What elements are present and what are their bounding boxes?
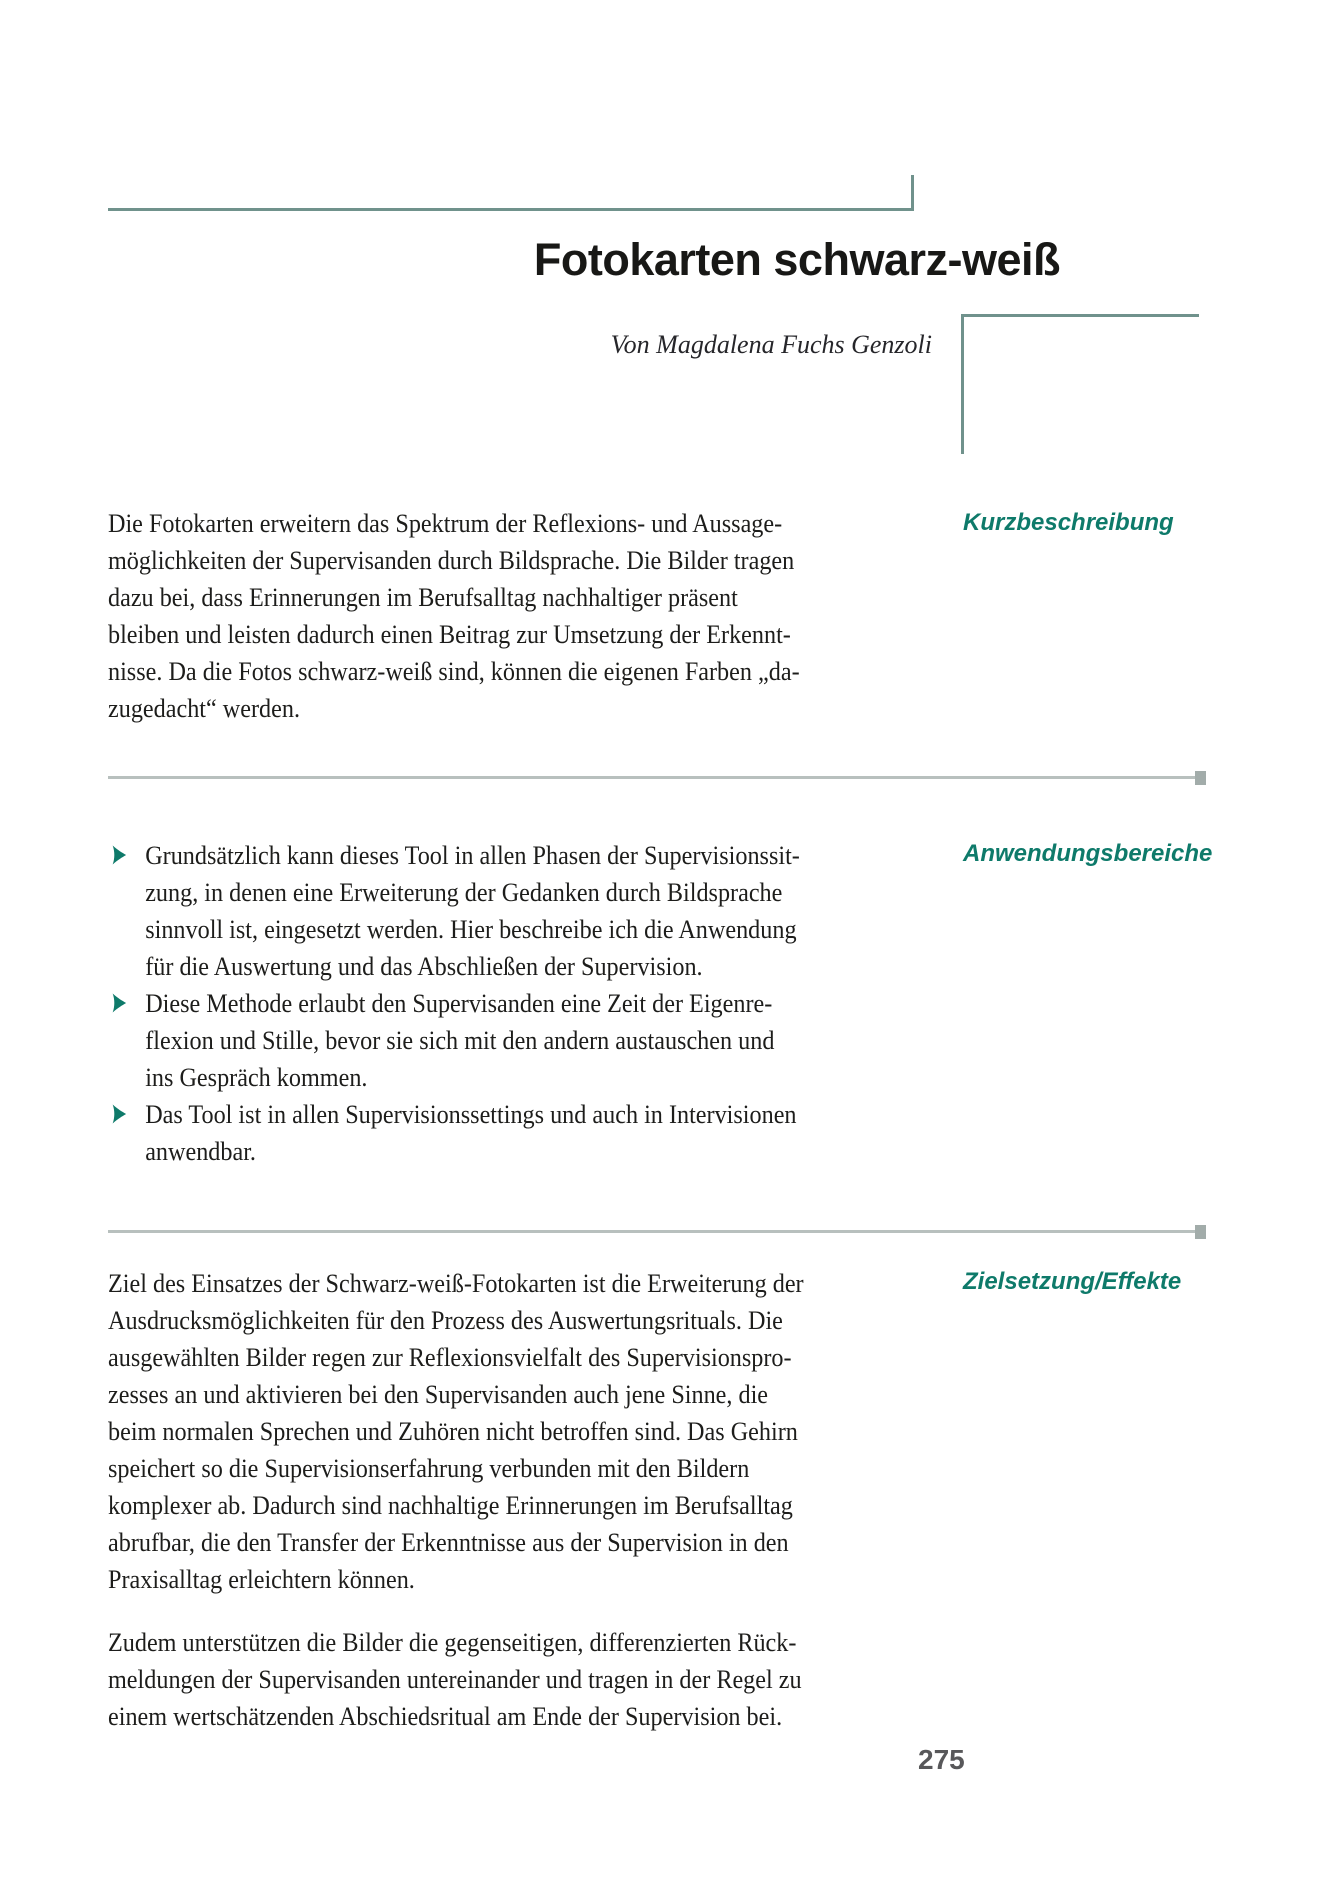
section-anwendungsbereiche-list bbox=[108, 837, 800, 1170]
bullet-text bbox=[145, 1096, 796, 1170]
text-line: Ausdrucksmöglichkeiten für den Prozess des Auswertungsrituals. Die bbox=[108, 1306, 783, 1335]
text-line: beim normalen Sprechen und Zuhören nicht betroffen sind. Das Gehirn bbox=[108, 1417, 798, 1446]
page-title: Fotokarten schwarz-weiß bbox=[533, 234, 1060, 285]
bullet-item bbox=[108, 837, 800, 985]
corner-bracket bbox=[961, 314, 1199, 454]
text-line: anwendbar. bbox=[145, 1137, 256, 1166]
text-line: Grundsätzlich kann dieses Tool in allen Phasen der Supervisionssit- bbox=[145, 841, 800, 870]
author-byline: Von Magdalena Fuchs Genzoli bbox=[610, 330, 932, 359]
text-line: möglichkeiten der Supervisanden durch Bildsprache. Die Bilder tragen bbox=[108, 546, 795, 575]
text-line: abrufbar, die den Transfer der Erkenntnisse aus der Supervision in den bbox=[108, 1528, 789, 1557]
text-line: flexion und Stille, bevor sie sich mit den andern austauschen und bbox=[145, 1026, 775, 1055]
text-line: speichert so die Supervisionserfahrung verbunden mit den Bildern bbox=[108, 1454, 750, 1483]
text-line: bleiben und leisten dadurch einen Beitrag zur Umsetzung der Erkennt- bbox=[108, 620, 791, 649]
text-line: Die Fotokarten erweitern das Spektrum der Reflexions- und Aussage- bbox=[108, 509, 783, 538]
text-line: zung, in denen eine Erweiterung der Gedanken durch Bildsprache bbox=[145, 878, 783, 907]
margin-label-zielsetzung-effekte: Zielsetzung/Effekte bbox=[963, 1268, 1182, 1295]
teal-arrowhead-icon bbox=[112, 845, 127, 865]
text-line: für die Auswertung und das Abschließen der Supervision. bbox=[145, 952, 703, 981]
text-line: dazu bei, dass Erinnerungen im Berufsalltag nachhaltiger präsent bbox=[108, 583, 738, 612]
margin-label-kurzbeschreibung: Kurzbeschreibung bbox=[963, 509, 1174, 536]
teal-arrowhead-icon bbox=[112, 1104, 127, 1124]
margin-label-anwendungsbereiche: Anwendungsbereiche bbox=[963, 840, 1213, 867]
section-divider bbox=[108, 1230, 1205, 1233]
bullet-text bbox=[145, 985, 774, 1096]
top-rule bbox=[108, 208, 914, 211]
section-zielsetzung-paragraph-2 bbox=[108, 1624, 802, 1735]
bullet-item bbox=[108, 985, 800, 1096]
text-line: einem wertschätzenden Abschiedsritual am Ende der Supervision bei. bbox=[108, 1702, 783, 1731]
text-line: Diese Methode erlaubt den Supervisanden eine Zeit der Eigenre- bbox=[145, 989, 773, 1018]
divider-end-square bbox=[1195, 771, 1206, 785]
divider-end-square bbox=[1195, 1225, 1206, 1239]
text-line: Zudem unterstützen die Bilder die gegenseitigen, differenzierten Rück- bbox=[108, 1628, 797, 1657]
text-line: meldungen der Supervisanden untereinander und tragen in der Regel zu bbox=[108, 1665, 802, 1694]
text-line: komplexer ab. Dadurch sind nachhaltige Erinnerungen im Berufsalltag bbox=[108, 1491, 793, 1520]
section-divider bbox=[108, 776, 1205, 779]
text-line: zesses an und aktivieren bei den Supervisanden auch jene Sinne, die bbox=[108, 1380, 769, 1409]
text-line: Praxisalltag erleichtern können. bbox=[108, 1565, 415, 1594]
text-line: ins Gespräch kommen. bbox=[145, 1063, 368, 1092]
text-line: Das Tool ist in allen Supervisionssettings und auch in Intervisionen bbox=[145, 1100, 797, 1129]
section-zielsetzung-paragraph-1 bbox=[108, 1265, 804, 1598]
top-rule-tick bbox=[911, 175, 914, 211]
text-line: nisse. Da die Fotos schwarz-weiß sind, können die eigenen Farben „da- bbox=[108, 657, 800, 686]
text-line: zugedacht“ werden. bbox=[108, 694, 301, 723]
text-line: ausgewählten Bilder regen zur Reflexionsvielfalt des Supervisionspro- bbox=[108, 1343, 792, 1372]
text-line: sinnvoll ist, eingesetzt werden. Hier beschreibe ich die Anwendung bbox=[145, 915, 797, 944]
teal-arrowhead-icon bbox=[112, 993, 127, 1013]
bullet-text bbox=[145, 837, 800, 985]
bullet-item bbox=[108, 1096, 800, 1170]
page-number: 275 bbox=[918, 1744, 965, 1775]
section-kurzbeschreibung-text bbox=[108, 505, 800, 727]
text-line: Ziel des Einsatzes der Schwarz-weiß-Fotokarten ist die Erweiterung der bbox=[108, 1269, 804, 1298]
